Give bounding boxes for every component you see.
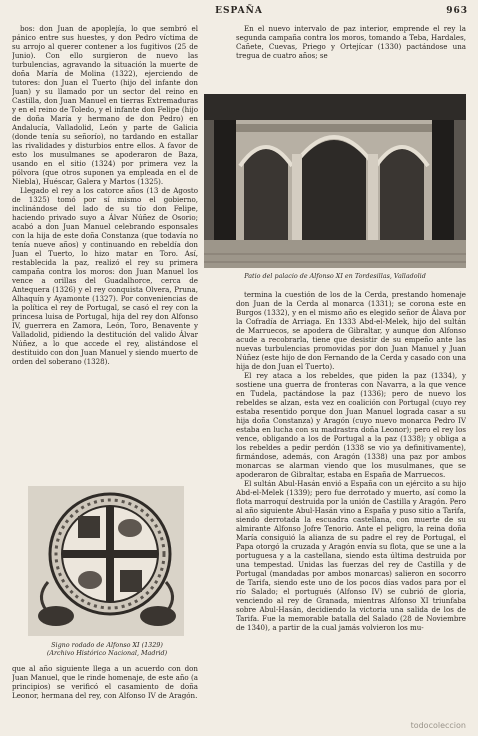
paragraph: bos: don Juan de apoplejía, lo que sembró el pánico entre sus huestes, y don Pedro víctima de su arrojo al querer contener a los fugitivos (25 de Junio). Con ello surgieron de nuevo las turbulencias, agravando la situación la muerte de doña María de Molina (1322), ejerciendo de tutores: don Juan el Tuerto (hijo del infante don Juan) y su llamado por un sector del reino en Castilla, don Juan Manuel en tierras Extremaduras y en el reino de Toledo, y el infante don Felipe (hijo de doña María y hermano de don Pedro) en Andalucía, Valladolid, León y parte de Galicia (donde tenía su señorío), no tardando en estallar las rivalidades y disturbios entre ellos. A favor de esto los musulmanes se apoderaron de Baza, usando en el sitio (1324) por primera vez la pólvora (que otros suponen ya empleada en el de Niebla), Huéscar, Galera y Martos (1325).: [12, 24, 198, 186]
watermark-text: todocoleccion: [410, 721, 466, 730]
signo-rodado-image: [28, 486, 184, 636]
column-2-main: [236, 290, 466, 726]
column-1-bottom: [12, 664, 198, 728]
patio-caption-text: Patio del palacio de Alfonso XI en Tordesillas, Valladolid: [244, 272, 426, 280]
column-1-top: [12, 24, 198, 502]
paragraph: Llegado el rey a los catorce años (13 de Agosto de 1325) tomó por sí mismo el gobierno, inclinándose del lado de su tío don Felipe, haciendo privado suyo a Álvar Núñez de Osorio; acabó a don Juan Manuel celebrando esponsales con la hija de este doña Constanza (que todavía no tenía nueve años) y continuando en rebeldía don Juan el Tuerto, lo hizo matar en Toro. Así, restablecida la paz, realizó el rey su primera campaña contra los moros: don Juan Manuel los vence a orillas del Guadalhorce, cerca de Antequera (1326) y el rey conquista Olvera, Pruna, Alhaquín y Ayamonte (1327). Por conveniencias de la política el rey de Portugal, se casó el rey con la princesa luisa de Portugal, hija del rey don Alfonso IV, guerrera en Zamora, León, Toro, Benavente y Valladolid, pidiendo la destitución del valido Álvar Núñez, a lo que accede el rey, alistándose el destituido con don Juan Manuel y siendo muerto de orden del soberano (1328).: [12, 186, 198, 366]
paragraph: El rey ataca a los rebeldes, que piden la paz (1334), y sostiene una guerra de fronteras con Navarra, a la que vence en Tudela, pactándose la paz (1336); pero de nuevo los rebeldes se alzan, esta vez en coalición con Portugal (cuyo rey estaba resentido porque don Juan Manuel lograda casar a su hija doña Constanza) y Aragón (cuyo nuevo monarca Pedro IV estaba en lucha con su madrastra doña Leonor); pero el rey los vence, obligando a los de Portugal a la paz (1338); y obliga a los rebeldes a pedir perdón (1338 se vio ya definitivamente), firmándose, además, con Aragón (1338) una paz por ambos monarcas se alarman viendo que los musulmanes, que se apoderaron de Gibraltar, estaba en España de Marruecos.: [236, 371, 466, 479]
page-section-title: ESPAÑA: [215, 6, 263, 16]
paragraph: En el nuevo intervalo de paz interior, emprende el rey la segunda campaña contra los moros, tomando a Teba, Hardales, Cañete, Cuevas, Priego y Ortejícar (1330) pactándose una tregua de cuatro años; se: [236, 24, 466, 60]
signo-caption-line2: (Archivo Histórico Nacional, Madrid): [46, 649, 168, 657]
paragraph: que al año siguiente llega a un acuerdo con don Juan Manuel, que le rinde homenaje, de este año (a principios) se verificó el casamiento de doña Leonor, hermana del rey, con Alfonso IV de Aragón.: [12, 664, 198, 700]
paragraph: termina la cuestión de los de la Cerda, prestando homenaje don Juan de la Cerda al monarca (1331); se corona este en Burgos (1332), y en el mismo año es elegido señor de Álava por la Cofradía de Arriaga. En 1333 Abd-el-Melek, hijo del sultán de Marruecos, se apodera de Gibraltar, y aunque don Alfonso acude a recobrarla, tiene que desistir de su empeño ante las nuevas turbulencias promovidas por don Juan Manuel y Juan Núñez (este hijo de don Fernando de la Cerda y casado con una hija de don Juan el Tuerto).: [236, 290, 466, 371]
signo-caption-line1: Signo rodado de Alfonso XI (1329): [51, 641, 163, 649]
page-number: 963: [446, 6, 468, 16]
patio-photo: [204, 94, 466, 268]
patio-caption: [204, 272, 466, 280]
signo-rodado-seal: [28, 486, 184, 636]
patio-photo-image: [204, 94, 466, 268]
signo-caption: [22, 641, 192, 657]
running-head: [0, 6, 478, 20]
column-2-top: [236, 24, 466, 86]
paragraph: El sultán Abul-Hasán envió a España con un ejército a su hijo Abd-el-Melek (1339); pero fue derrotado y muerto, así como la flota marroquí destruida por la unión de Castilla y Aragón. Pero al año siguiente Abul-Hasán vino a España y puso sitio a Tarifa, siendo derrotada la escuadra castellana, con muerte de su almirante Alfonso Jofre Tenorio. Ante el peligro, la reina doña María consiguió la alianza de su padre el rey de Portugal, el Papa otorgó la cruzada y Aragón envía su flota, que se une a la portuguesa y a la castellana, siendo esta última destruida por una tempestad. Unidas las fuerzas del rey de Castilla y de Portugal (mandadas por ambos monarcas) salieron en socorro de Tarifa, siendo este uno de los pocos días vados para por el río Salado; el portugués (Alfonso IV) se cubrió de gloria, venciendo al rey de Granada, mientras Alfonso XI triunfaba sobre Abul-Hasán, decidiendo la victoria una salida de los de Tarifa. Fue la memorable batalla del Salado (28 de Noviembre de 1340), a partir de la cual jamás volvieron los mu-: [236, 479, 466, 632]
